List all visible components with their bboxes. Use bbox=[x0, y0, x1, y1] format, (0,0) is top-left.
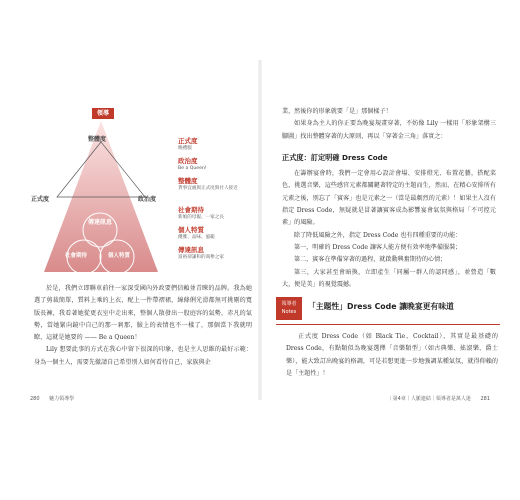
page-number: 281 bbox=[480, 396, 490, 402]
inner-left-label: 社會期待 bbox=[65, 253, 88, 259]
side-item-title: 社會期待 bbox=[178, 206, 204, 214]
section-heading: 正式度：訂定明確 Dress Code bbox=[282, 152, 388, 162]
side-item-desc: Be a Queen! bbox=[178, 166, 207, 171]
paragraph: 除了降低風險之外，指定 Dress Code 也有四種重要的功能： bbox=[294, 231, 462, 239]
leadership-dress-diagram bbox=[0, 0, 260, 300]
side-item-desc: 晚禮服 bbox=[178, 146, 192, 151]
side-item-title: 整體度 bbox=[178, 177, 198, 185]
page-number: 280 bbox=[30, 396, 40, 402]
paragraph: Lily 想要此事的方式在我心中留下很深的印象，也是主人思維的最好示範：身為一個主人，需要先徹請自己希望別人如何看待自己，家族與企 bbox=[34, 346, 252, 366]
left-page-footer bbox=[30, 395, 74, 402]
paragraph: 業，然後你的形象就要「是」那個樣子！ bbox=[282, 108, 392, 115]
side-item-desc: 富裕卻謙和的商參之家 bbox=[178, 255, 224, 260]
notes-badge-top: 領導者 bbox=[281, 301, 297, 307]
notes-badge-bottom: Notes bbox=[281, 309, 297, 315]
side-item-title: 傳達訊息 bbox=[178, 246, 204, 254]
inner-right-label: 個人特質 bbox=[108, 253, 131, 259]
paragraph: 第三，大家甚至會暗換，立即產生「同屬一群人的認同感」，並營造「數大，便是美」的視覺震撼。 bbox=[282, 268, 496, 288]
side-item-title: 政治度 bbox=[178, 157, 198, 165]
inner-top-label: 傳達訊息 bbox=[88, 219, 113, 226]
leader-label: 領導 bbox=[92, 108, 114, 119]
paragraph: 正式度 Dress Code（如 Black Tie、Cocktail），其實是最基礎的 Dress Code，有點類似為晚宴選擇「音樂類型」（如古典樂、搖滾樂、爵士樂），能大致訂出晚宴的格調，可是若想更進一步地強調某種氣氛，就得仰賴的是「主題性」！ bbox=[286, 333, 498, 377]
right-page-body bbox=[282, 106, 496, 291]
book-title: 魅力領導學 bbox=[49, 396, 75, 402]
side-item-desc: 貨事宜處與正式度與社人接近 bbox=[178, 186, 238, 191]
side-item-desc: 優雅、品味、風範 bbox=[178, 235, 215, 240]
right-page-footer bbox=[388, 395, 490, 402]
vertex-right-label: 政治度 bbox=[138, 196, 157, 203]
chapter-title: ｜第4章｜人脈連結｜領導者是萬人迷 bbox=[387, 396, 471, 402]
paragraph: 於是，我們立即聯車前往一家深受國內外政要們信賴並青睞的品牌。我為她選了剪裁簡單，質料上乘的上衣，配上一件帶褶裙，線條俐光滑都無可挑剔的寬版長褲，我看著她從更衣室中走出來，整個人散發出一股庭容的氣勢，赤凡的氣勢，當她緊向鏡中自己的那一剎那，臉上的表情也不一樣了，那個當下我就明瞭，這就是她要的 —— Be a Queen！ bbox=[34, 285, 252, 342]
notes-title: 「主題性」Dress Code 讓晚宴更有味道 bbox=[308, 302, 454, 311]
side-item-desc: 新娘的母親、一家之長 bbox=[178, 215, 224, 220]
vertex-left-label: 正式度 bbox=[31, 196, 50, 203]
notes-badge bbox=[276, 297, 302, 320]
paragraph: 在籌辦宴會時，我們一定會用心設計會場、安排燈光、布置花藝，搭配菜色，挑選音樂，這些感官元素都關鍵著特定的主題而生，然而，在精心安排所有元素之後，別忘了「賓客」也是元素之一（當是最劇烈的元素）！如果主人沒有指定 Dress Code，無疑就是冒著讓賓客成為影響宴會氣氛與格局「不可控元素」的風險。 bbox=[282, 170, 496, 227]
vertex-top-label: 整體度 bbox=[88, 136, 107, 143]
notes-divider bbox=[276, 324, 500, 325]
left-page-body bbox=[34, 283, 252, 369]
side-item-title: 正式度 bbox=[178, 137, 198, 145]
side-item-title: 個人特質 bbox=[178, 226, 204, 234]
paragraph: 第二，賓客在準備穿著的過程，就啟動興奮期待的心情； bbox=[294, 256, 447, 264]
notes-body bbox=[286, 331, 498, 380]
paragraph: 第一，明確的 Dress Code 讓客人能方便有效率地準備服裝； bbox=[294, 243, 462, 251]
paragraph: 如果身為主人的你正要為晚宴規畫穿著，不妨像 Lily 一樣用「形象架構三腳圖」找出整體穿著的大原則，再以「穿著金三角」落實之： bbox=[282, 120, 496, 140]
